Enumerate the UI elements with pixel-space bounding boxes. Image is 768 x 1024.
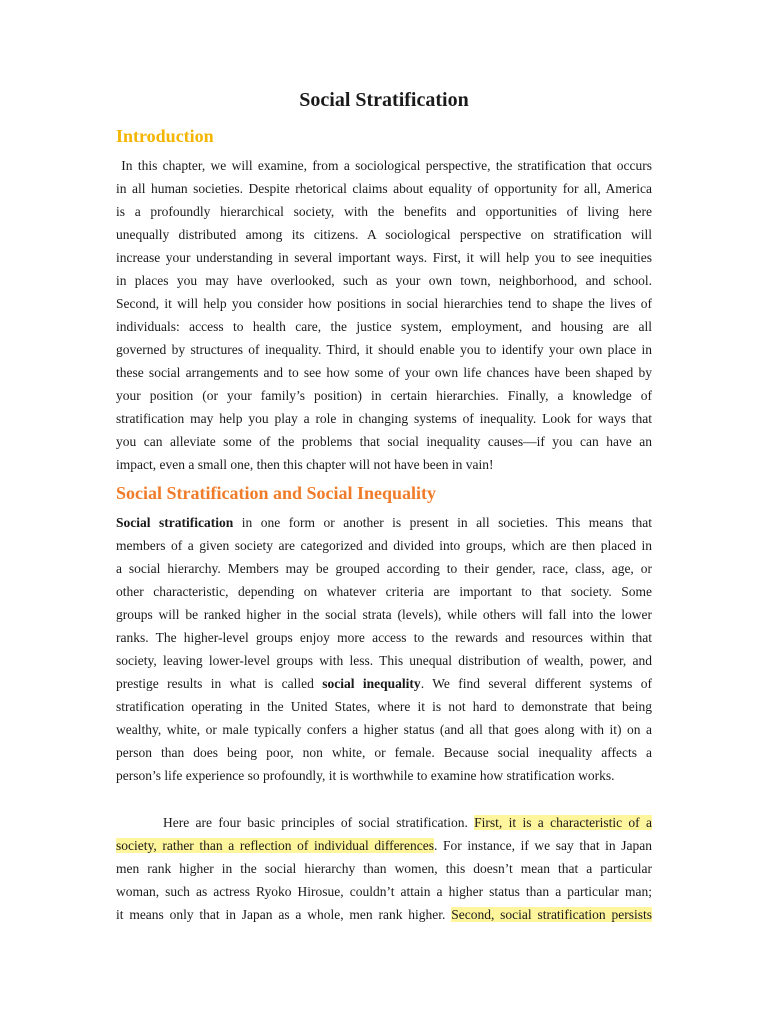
highlighted-text: First, it is a characteristic of a xyxy=(474,815,652,830)
text-line: society, leaving lower-level groups with less. This unequal distribution of wealth, power, and xyxy=(116,653,652,668)
introduction-heading: Introduction xyxy=(116,126,214,146)
principles-paragraph xyxy=(116,811,652,926)
introduction-paragraph xyxy=(116,154,652,476)
text-run: Here are four basic principles of social stratification. xyxy=(163,815,475,830)
text-line xyxy=(116,903,652,926)
stratification-paragraph xyxy=(116,511,652,787)
text-line: In this chapter, we will examine, from a sociological perspective, the stratification that occurs xyxy=(116,158,652,173)
text-line: woman, such as actress Ryoko Hirosue, couldn’t attain a higher status than a particular man; xyxy=(116,884,652,899)
highlighted-text: Second, social stratification persists xyxy=(451,907,652,922)
text-line: groups will be ranked higher in the social strata (levels), while others will fall into the lower xyxy=(116,607,652,622)
text-run: . For instance, if we say that in Japan xyxy=(434,838,653,853)
text-run: in one form or another is present in all societies. This means that xyxy=(233,515,652,530)
text-line: other characteristic, depending on whatever criteria are important to that society. Some xyxy=(116,584,652,599)
text-line: person’s life experience so profoundly, it is worthwhile to examine how stratification works. xyxy=(116,768,615,783)
text-line: in all human societies. Despite rhetorical claims about equality of opportunity for all, America xyxy=(116,181,652,196)
section-heading: Social Stratification and Social Inequality xyxy=(116,483,437,503)
text-line xyxy=(116,511,652,534)
text-line: members of a given society are categorized and divided into groups, which are then placed in xyxy=(116,538,652,553)
text-line xyxy=(116,672,652,695)
text-line: in places you may have overlooked, such as your own town, neighborhood, and school. xyxy=(116,273,652,288)
text-line: a social hierarchy. Members may be grouped according to their gender, race, class, age, or xyxy=(116,561,652,576)
text-line: you can alleviate some of the problems that social inequality causes—if you can have an xyxy=(116,434,652,449)
text-line: governed by structures of inequality. Third, it should enable you to identify your own place in xyxy=(116,342,652,357)
page-title: Social Stratification xyxy=(299,89,469,111)
text-line: wealthy, white, or male typically confers a higher status (and all that goes along with it) on a xyxy=(116,722,652,737)
text-line: person than does being poor, non white, or female. Because social inequality affects a xyxy=(116,745,652,760)
highlighted-text: society, rather than a reflection of individual differences xyxy=(116,838,435,853)
text-line: stratification may help you play a role in changing systems of inequality. Look for ways that xyxy=(116,411,652,426)
text-line: Second, it will help you consider how positions in social hierarchies tend to shape the lives of xyxy=(116,296,652,311)
text-line: is a profoundly hierarchical society, with the benefits and opportunities of living here xyxy=(116,204,652,219)
text-line xyxy=(116,834,652,857)
text-line: increase your understanding in several important ways. First, it will help you to see inequities xyxy=(116,250,652,265)
text-run: it means only that in Japan as a whole, men rank higher. xyxy=(116,907,452,922)
text-line xyxy=(116,811,652,834)
text-line: men rank higher in the social hierarchy than women, this doesn’t mean that a particular xyxy=(116,861,652,876)
text-line: individuals: access to health care, the justice system, employment, and housing are all xyxy=(116,319,652,334)
text-run: . We find several different systems of xyxy=(420,676,652,691)
term-social-stratification: Social stratification xyxy=(116,515,234,530)
text-line: your position (or your family’s position) in certain hierarchies. Finally, a knowledge of xyxy=(116,388,652,403)
text-line: ranks. The higher-level groups enjoy more access to the rewards and resources within that xyxy=(116,630,652,645)
text-line: stratification operating in the United States, where it is not hard to demonstrate that being xyxy=(116,699,652,714)
text-line: unequally distributed among its citizens. A sociological perspective on stratification will xyxy=(116,227,652,242)
text-run: prestige results in what is called xyxy=(116,676,323,691)
term-social-inequality: social inequality xyxy=(322,676,421,691)
text-line: these social arrangements and to see how some of your own life chances have been shaped by xyxy=(116,365,652,380)
text-line: impact, even a small one, then this chapter will not have been in vain! xyxy=(116,457,494,472)
